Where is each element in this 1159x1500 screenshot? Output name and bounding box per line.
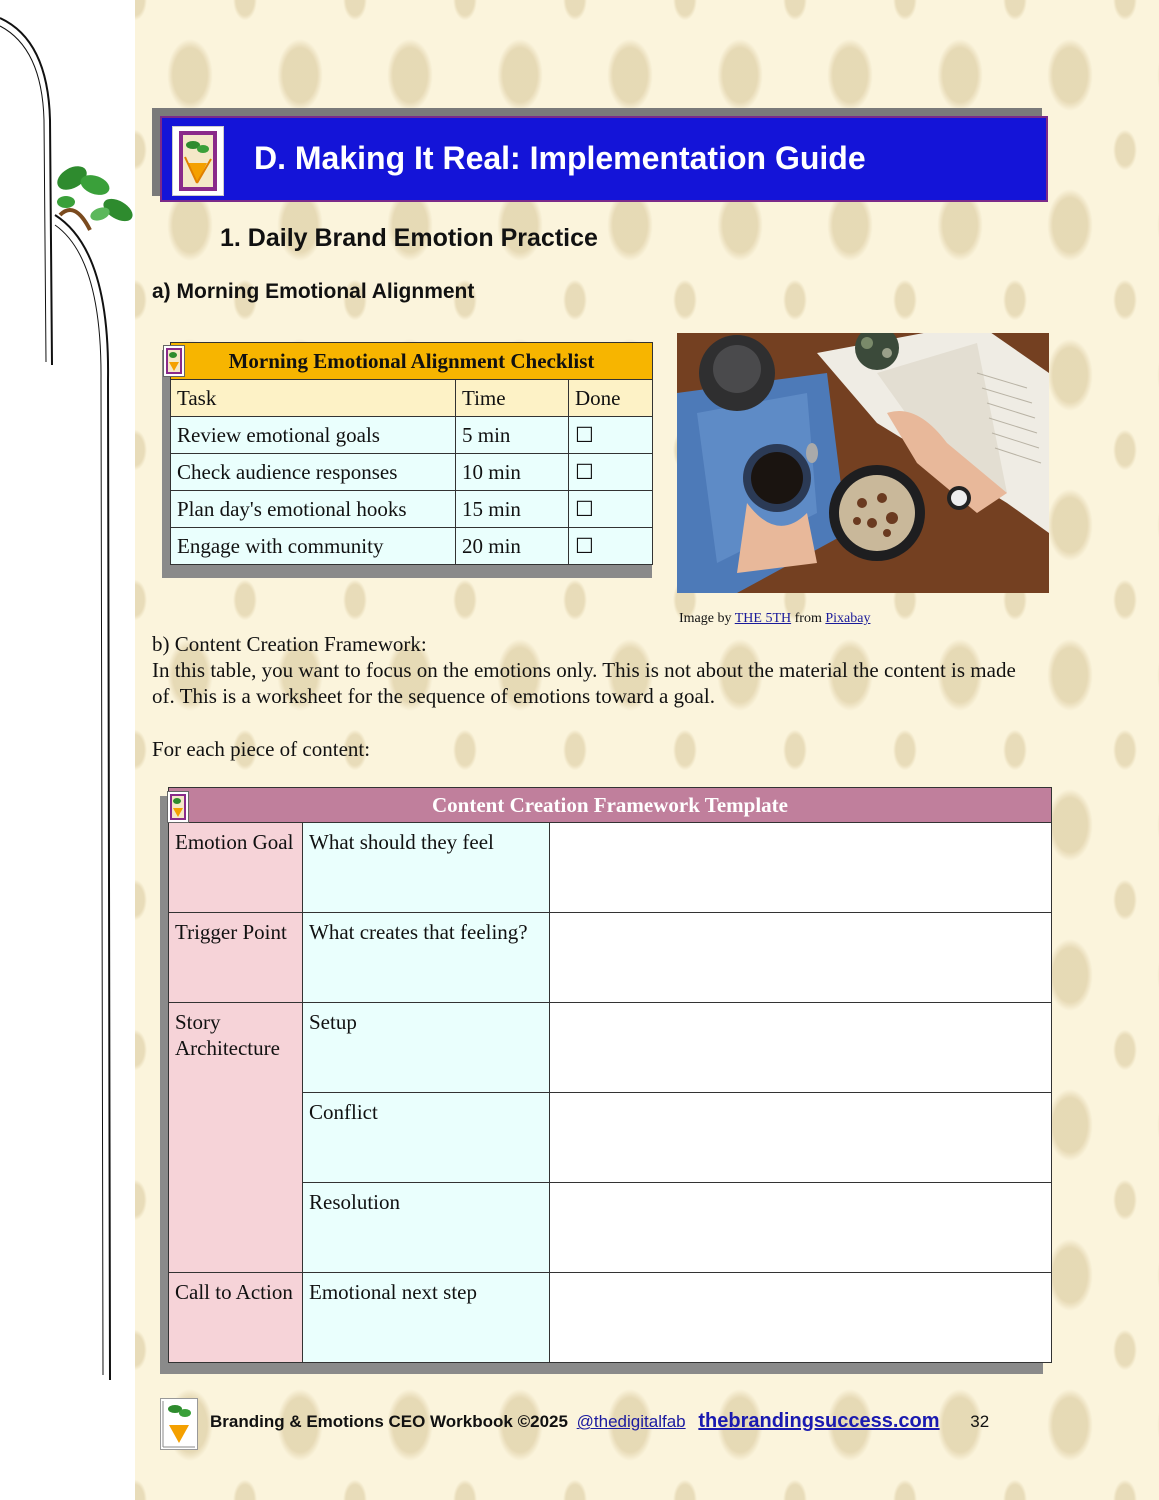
trigger-point-label: Trigger Point: [169, 913, 303, 1003]
framework-table: [168, 787, 1052, 1363]
framework-caption: [169, 788, 1052, 823]
trigger-point-prompt: What creates that feeling?: [303, 913, 550, 1003]
setup-prompt: Setup: [303, 1003, 550, 1093]
framework-lead-in: For each piece of content:: [152, 737, 371, 761]
time-cell: 5 min: [456, 417, 569, 454]
time-cell: 20 min: [456, 528, 569, 565]
breakfast-photo: [677, 333, 1049, 593]
column-header-done: Done: [569, 380, 653, 417]
done-checkbox[interactable]: ☐: [569, 491, 653, 528]
source-link[interactable]: Pixabay: [825, 611, 871, 626]
book-logo-icon: [172, 126, 224, 196]
page-number: 32: [970, 1412, 990, 1431]
book-logo-icon: [163, 345, 185, 377]
book-logo-icon: [167, 791, 189, 823]
checklist-caption-text: Morning Emotional Alignment Checklist: [228, 348, 595, 373]
resolution-prompt: Resolution: [303, 1183, 550, 1273]
page-title: D. Making It Real: Implementation Guide: [254, 140, 866, 176]
call-to-action-answer-field[interactable]: [550, 1273, 1052, 1363]
checklist-caption: [171, 343, 653, 380]
task-cell: Engage with community: [171, 528, 456, 565]
author-link[interactable]: THE 5TH: [734, 611, 792, 626]
footer: [210, 1410, 989, 1433]
column-header-task: Task: [171, 380, 456, 417]
footer-site-link[interactable]: thebrandingsuccess.com: [698, 1410, 940, 1432]
caption-prefix: Image by: [679, 611, 732, 626]
footer-title: Branding & Emotions CEO Workbook ©2025: [210, 1412, 568, 1431]
table-row: [169, 1003, 1052, 1093]
call-to-action-label: Call to Action: [169, 1273, 303, 1363]
subheading-b: b) Content Creation Framework:: [152, 632, 427, 656]
photo-caption: [679, 611, 870, 627]
table-row: [171, 528, 653, 565]
trigger-point-answer-field[interactable]: [550, 913, 1052, 1003]
emotion-goal-prompt: What should they feel: [303, 823, 550, 913]
table-row: [169, 913, 1052, 1003]
table-row: [171, 491, 653, 528]
subheading-a: a) Morning Emotional Alignment: [152, 280, 475, 303]
resolution-answer-field[interactable]: [550, 1183, 1052, 1273]
emotion-goal-label: Emotion Goal: [169, 823, 303, 913]
setup-answer-field[interactable]: [550, 1003, 1052, 1093]
done-checkbox[interactable]: ☐: [569, 528, 653, 565]
time-cell: 10 min: [456, 454, 569, 491]
table-row: [169, 1273, 1052, 1363]
checklist-table: [170, 342, 653, 565]
time-cell: 15 min: [456, 491, 569, 528]
conflict-answer-field[interactable]: [550, 1093, 1052, 1183]
call-to-action-prompt: Emotional next step: [303, 1273, 550, 1363]
vine-decoration: [0, 0, 140, 1400]
story-architecture-label: Story Architecture: [169, 1003, 303, 1273]
header-banner: [160, 116, 1048, 202]
emotion-goal-answer-field[interactable]: [550, 823, 1052, 913]
column-header-time: Time: [456, 380, 569, 417]
framework-paragraph: In this table, you want to focus on the emotions only. This is not about the material the content is made of. This is a worksheet for the sequence of emotions toward a goal.: [152, 658, 1016, 708]
task-cell: Check audience responses: [171, 454, 456, 491]
done-checkbox[interactable]: ☐: [569, 454, 653, 491]
done-checkbox[interactable]: ☐: [569, 417, 653, 454]
table-row: [171, 417, 653, 454]
caption-middle: from: [794, 611, 822, 626]
task-cell: Review emotional goals: [171, 417, 456, 454]
conflict-prompt: Conflict: [303, 1093, 550, 1183]
table-row: [169, 823, 1052, 913]
framework-caption-text: Content Creation Framework Template: [432, 793, 788, 817]
footer-handle-link[interactable]: @thedigitalfab: [576, 1412, 686, 1431]
footer-logo-icon: [160, 1398, 198, 1450]
table-row: [171, 454, 653, 491]
task-cell: Plan day's emotional hooks: [171, 491, 456, 528]
section-heading: 1. Daily Brand Emotion Practice: [220, 224, 598, 252]
